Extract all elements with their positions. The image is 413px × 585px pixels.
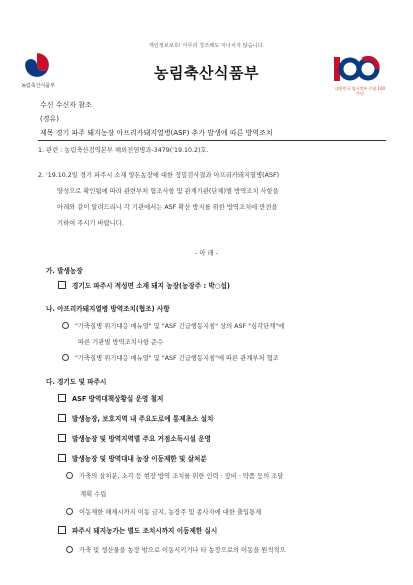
- square-bullet-icon: [58, 394, 66, 402]
- section-da-item-4: 발생농장 및 방역대내 농장 이동제한 및 살처분: [58, 453, 207, 463]
- via-line: (경유): [40, 115, 59, 123]
- anniversary-logo-icon: [328, 52, 384, 86]
- section-ga-item: 경기도 파주시 적성면 소재 돼지 농장(농장주 : 박○섭): [58, 280, 230, 290]
- section-ga-title: 가. 발생농장: [46, 267, 83, 275]
- paragraph-1: 1. 관련 : 농림축산검역본부 해외전염병과-3479('19.10.2)호.: [38, 147, 209, 154]
- recipient-line: 수신 수신자 참조: [40, 101, 92, 109]
- square-bullet-icon: [58, 526, 66, 534]
- section-na-item-2: "가축질병 위기대응 매뉴얼" 및 "ASF 긴급행동지침"에 따른 관계부처 협조: [62, 353, 279, 362]
- privacy-notice: 개인정보보호! 아무리 강조해도 지나치지 않습니다.: [148, 43, 265, 49]
- subject-line: 제목 경기 파주 돼지농장 아프리카돼지열병(ASF) 추가 발생에 따른 방역조치: [40, 129, 273, 137]
- paragraph-2-line-1: 2. '19.10.2일 경기 파주시 소재 양돈농장에 대한 정밀검사결과 아프리카돼지열병(ASF): [38, 172, 280, 179]
- section-da-item-4c: 이동제한 해제시까지 이동 금지, 농장주 및 종사자에 대한 출입통제: [66, 507, 261, 516]
- section-da-title: 다. 경기도 및 파주시: [46, 378, 107, 386]
- anniversary-logo-text: 대한민국 임시정부 수립 100주년: [334, 86, 386, 96]
- document-title: 농림축산식품부: [154, 64, 259, 82]
- section-da-item-4a-cont: 계획 수립: [80, 491, 107, 498]
- divider: [38, 140, 386, 141]
- section-na-title: 나. 아프리카돼지열병 방역조치(협조) 사항: [46, 305, 170, 313]
- circle-bullet-icon: [66, 472, 73, 479]
- section-da-item-1: ASF 방역대책상황실 운영 철저: [58, 393, 163, 403]
- section-da-item-4a: 가축의 살처분, 소각 등 현장 방역 조치를 위한 인력 · 장비 · 약품 등의 조달: [66, 471, 283, 480]
- section-na-item-1-cont: 따른 기관별 방역조치사항 준수: [78, 339, 164, 346]
- below-heading: - 아 래 -: [195, 250, 218, 257]
- paragraph-2-line-4: 기하여 주시기 바랍니다.: [57, 220, 124, 227]
- circle-bullet-icon: [62, 354, 69, 361]
- paragraph-2-line-3: 아래와 같이 알려드리니 각 기관에서는 ASF 확산 방지를 위한 방역조치에 만전을: [57, 204, 278, 211]
- square-bullet-icon: [58, 281, 66, 289]
- circle-bullet-icon: [66, 508, 73, 515]
- section-da-item-5: 파주시 돼지농가는 별도 조치시까지 이동제한 실시: [58, 525, 217, 535]
- ministry-logo-text: 농림축산식품부: [21, 83, 55, 89]
- square-bullet-icon: [58, 414, 66, 422]
- section-na-item-1: "가축질병 위기대응 매뉴얼" 및 "ASF 긴급행동지침" 상의 ASF "심각단계"에: [62, 321, 284, 330]
- square-bullet-icon: [58, 454, 66, 462]
- square-bullet-icon: [58, 434, 66, 442]
- section-da-item-3: 발생농장 및 방역지역별 주요 거점소독시설 운영: [58, 433, 211, 443]
- circle-bullet-icon: [66, 546, 73, 553]
- circle-bullet-icon: [62, 322, 69, 329]
- section-da-item-5a: 가축 및 생산물을 농장 밖으로 이동시키거나 타 농장으로의 이동을 원칙적으: [66, 545, 286, 554]
- section-da-item-2: 발생농장, 보호지역 내 주요도로에 통제초소 설치: [58, 413, 213, 423]
- paragraph-2-line-2: 양성으로 확인됨에 따라 관련부처 협조사항 및 관계기관(단체)별 방역조치 사항을: [57, 188, 279, 195]
